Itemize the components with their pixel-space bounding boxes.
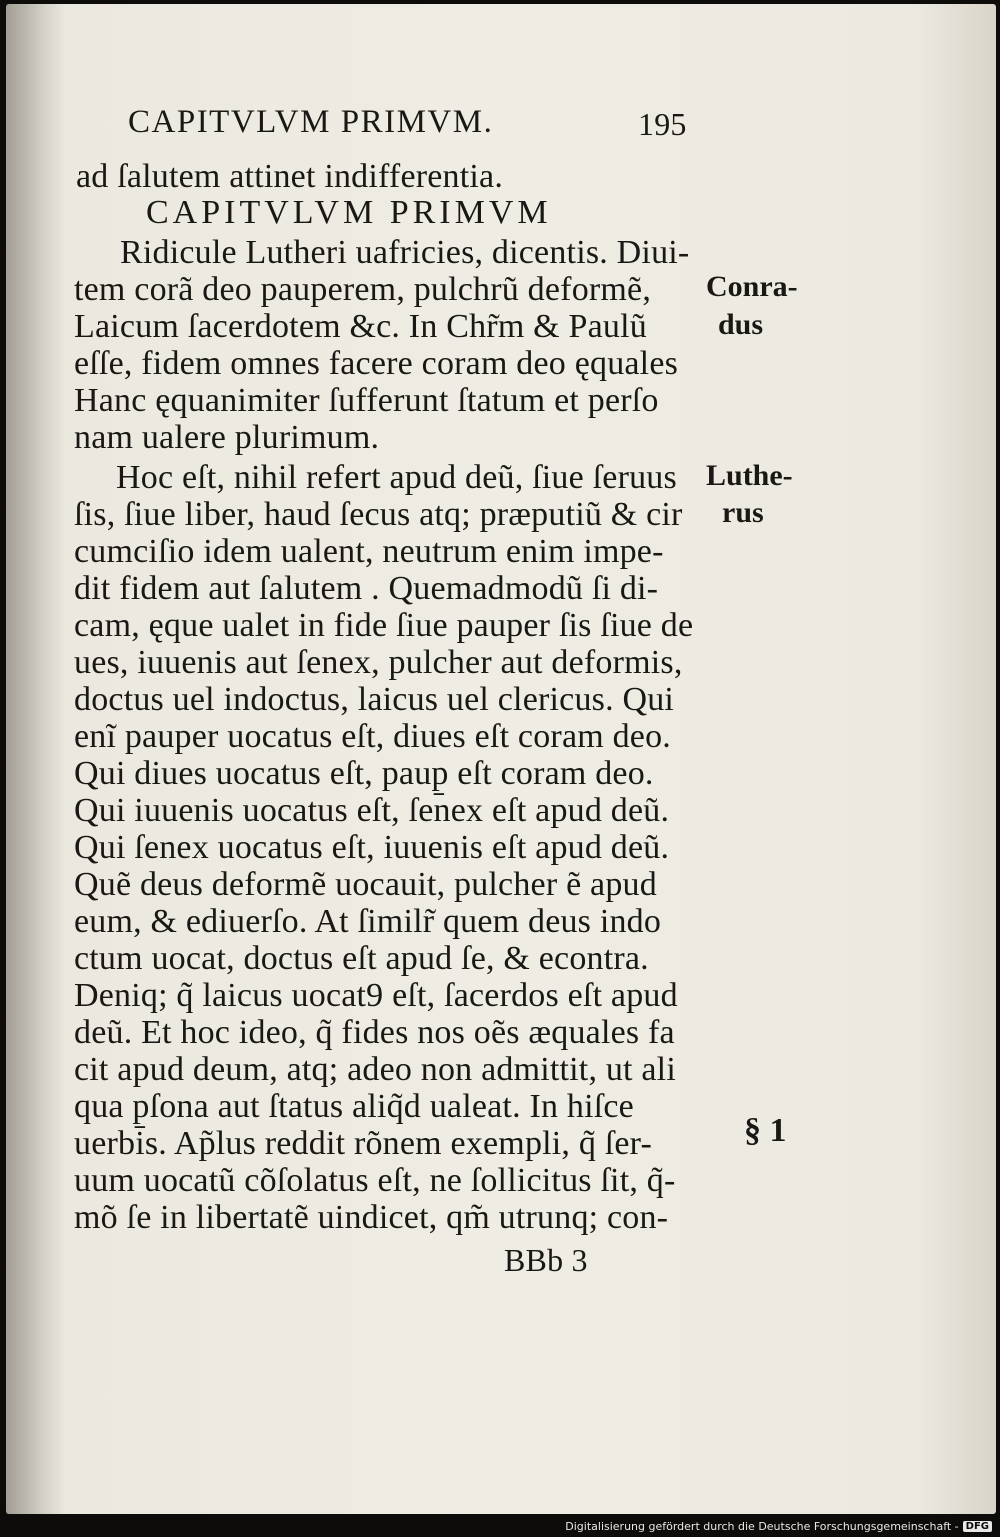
- digitization-footer: [565, 1517, 992, 1535]
- text-line: mõ ſe in libertatẽ uindicet, qm̃ utrunq; con-: [74, 1199, 669, 1236]
- text-line: Laicum ſacerdotem &c. In Chr̃m & Paulũ: [74, 308, 647, 345]
- opening-line: ad ſalutem attinet indifferentia.: [76, 158, 504, 195]
- text-line: doctus uel indoctus, laicus uel clericus. Qui: [74, 681, 675, 718]
- digitization-credit: Digitalisierung gefördert durch die Deutsche Forschungsgemeinschaft -: [565, 1519, 959, 1533]
- text-line: Qui ſenex uocatus eſt, iuuenis eſt apud deũ.: [74, 829, 670, 866]
- text-line: Qui iuuenis uocatus eſt, ſenex eſt apud deũ.: [74, 792, 670, 829]
- text-line: nam ualere plurimum.: [74, 419, 380, 456]
- text-line: ues, iuuenis aut ſenex, pulcher aut deformis,: [74, 644, 683, 681]
- dfg-logo: DFG: [963, 1521, 992, 1532]
- text-line: Hanc ęquanimiter ſufferunt ſtatum et perſo: [74, 382, 659, 419]
- text-line: uerbis. Ap̃lus reddit rõnem exempli, q̃ ſer-: [74, 1125, 653, 1162]
- text-line: tem corã deo pauperem, pulchrũ deformẽ,: [74, 271, 652, 308]
- text-line: cit apud deum, atq; adeo non admittit, ut ali: [74, 1051, 676, 1088]
- margin-note-lutherus-1: Luthe-: [706, 459, 793, 492]
- text-line: Quẽ deus deformẽ uocauit, pulcher ẽ apud: [74, 866, 657, 903]
- margin-note-conradus-2: dus: [718, 308, 764, 341]
- text-line: uum uocatũ cõſolatus eſt, ne ſollicitus ſit, q̃-: [74, 1162, 676, 1199]
- text-line: dit fidem aut ſalutem . Quemadmodũ ſi di-: [74, 570, 659, 607]
- section-mark: § 1: [744, 1112, 787, 1149]
- chapter-title: CAPITVLVM PRIMVM: [146, 194, 552, 231]
- text-line: ſis, ſiue liber, haud ſecus atq; præputiũ & cir: [74, 496, 683, 533]
- running-head: CAPITVLVM PRIMVM.: [128, 104, 494, 140]
- text-line: cam, ęque ualet in fide ſiue pauper ſis ſiue de: [74, 607, 694, 644]
- text-line: ctum uocat, doctus eſt apud ſe, & econtra.: [74, 940, 649, 977]
- text-line: qua p̱ſona aut ſtatus aliq̃d ualeat. In hiſce: [74, 1088, 634, 1125]
- folio-number: 195: [638, 106, 687, 142]
- text-line: Ridicule Lutheri uafricies, dicentis. Diui-: [120, 234, 690, 271]
- margin-note-conradus-1: Conra-: [706, 270, 798, 303]
- signature-mark: BBb 3: [504, 1242, 588, 1278]
- margin-note-lutherus-2: rus: [722, 496, 764, 529]
- text-line: Hoc eſt, nihil refert apud deũ, ſiue ſeruus: [116, 459, 677, 496]
- text-line: enĩ pauper uocatus eſt, diues eſt coram deo.: [74, 718, 671, 755]
- text-line: Deniq; q̃ laicus uocat9 eſt, ſacerdos eſt apud: [74, 977, 678, 1014]
- text-line: cumciſio idem ualent, neutrum enim impe-: [74, 533, 664, 570]
- text-line: eum, & ediuerſo. At ſimilr̃ quem deus indo: [74, 903, 662, 940]
- text-line: deũ. Et hoc ideo, q̃ fides nos oẽs æquales fa: [74, 1014, 675, 1051]
- text-line: Qui diues uocatus eſt, paup̱ eſt coram deo.: [74, 755, 654, 792]
- text-line: eſſe, fidem omnes facere coram deo ęquales: [74, 345, 679, 382]
- gutter-shadow: [6, 4, 66, 1514]
